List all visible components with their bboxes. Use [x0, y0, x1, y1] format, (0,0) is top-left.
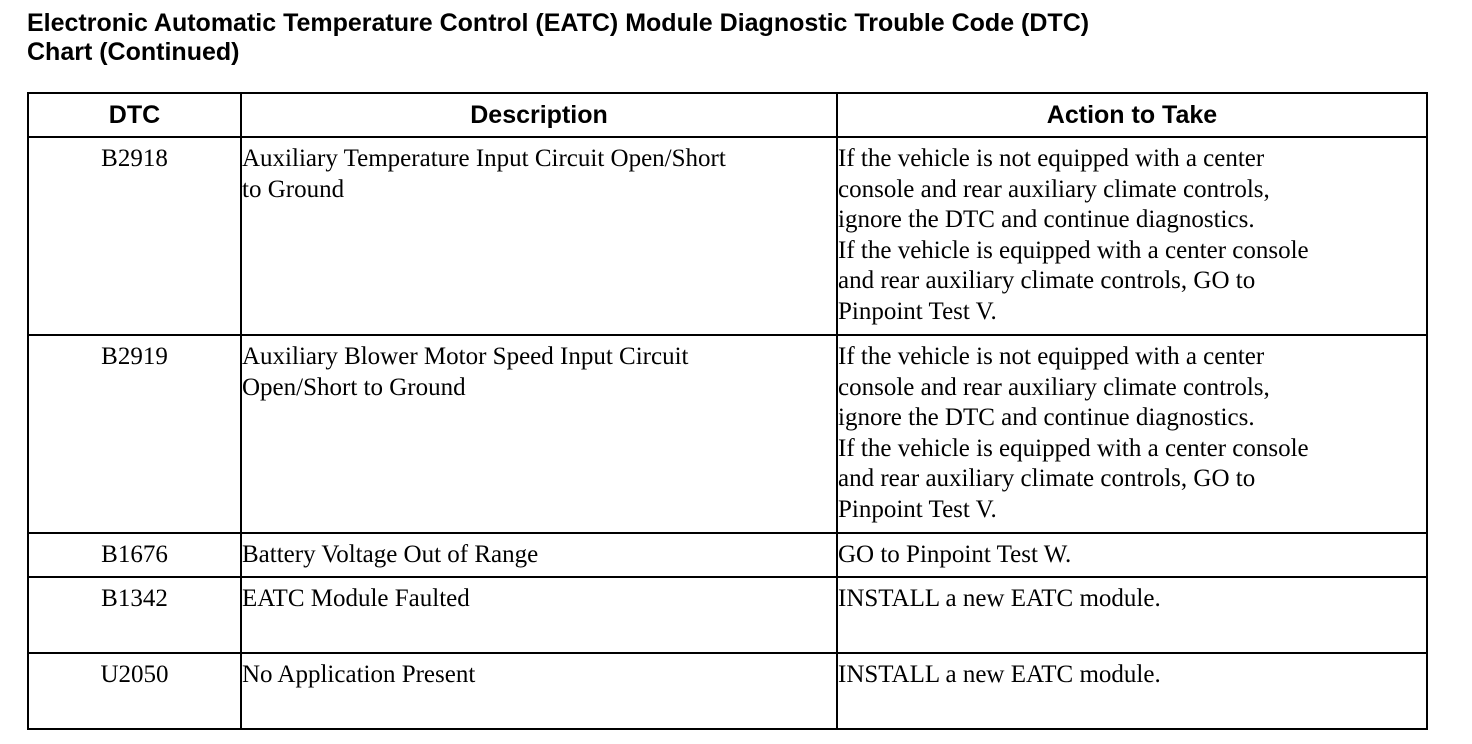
dtc-description — [241, 577, 837, 653]
description-line: No Application Present — [242, 661, 476, 688]
header-action: Action to Take — [837, 93, 1427, 137]
action-line: and rear auxiliary climate controls, GO to — [838, 267, 1256, 294]
header-dtc: DTC — [28, 93, 241, 137]
dtc-code: B1676 — [28, 533, 241, 577]
dtc-action — [837, 653, 1427, 729]
action-line: ignore the DTC and continue diagnostics. — [838, 404, 1255, 431]
action-line: and rear auxiliary climate controls, GO to — [838, 465, 1256, 492]
description-line: Battery Voltage Out of Range — [242, 541, 539, 568]
dtc-code: B2919 — [28, 335, 241, 533]
dtc-action — [837, 335, 1427, 533]
table-row — [28, 335, 1427, 533]
action-line: INSTALL a new EATC module. — [838, 585, 1161, 612]
dtc-code: B2918 — [28, 137, 241, 335]
action-line: If the vehicle is equipped with a center console — [838, 236, 1309, 264]
action-line: ignore the DTC and continue diagnostics. — [838, 206, 1255, 233]
description-line: Auxiliary Blower Motor Speed Input Circuit — [242, 343, 689, 370]
action-line: If the vehicle is equipped with a center console — [838, 434, 1309, 462]
dtc-description — [241, 653, 837, 729]
action-line: Pinpoint Test V. — [838, 495, 997, 523]
title-line-2: Chart (Continued) — [27, 38, 240, 66]
action-line: INSTALL a new EATC module. — [838, 661, 1161, 688]
description-line: Auxiliary Temperature Input Circuit Open/Short — [242, 145, 726, 172]
dtc-description — [241, 137, 837, 335]
table-row — [28, 533, 1427, 577]
action-line: If the vehicle is not equipped with a center — [838, 145, 1265, 172]
header-description: Description — [241, 93, 837, 137]
title-line-1: Electronic Automatic Temperature Control (EATC) Module Diagnostic Trouble Code (DTC) — [27, 9, 1090, 37]
table-row — [28, 137, 1427, 335]
action-line: console and rear auxiliary climate controls, — [838, 175, 1270, 203]
description-line: to Ground — [242, 175, 345, 203]
dtc-action — [837, 137, 1427, 335]
action-line: Pinpoint Test V. — [838, 297, 997, 325]
table-row — [28, 653, 1427, 729]
document-title — [27, 9, 1089, 67]
description-line: EATC Module Faulted — [242, 585, 470, 612]
action-line: GO to Pinpoint Test W. — [838, 541, 1072, 568]
table-header-row — [28, 93, 1427, 137]
dtc-code: U2050 — [28, 653, 241, 729]
action-line: console and rear auxiliary climate controls, — [838, 373, 1270, 401]
dtc-chart-table — [27, 92, 1428, 730]
dtc-action — [837, 577, 1427, 653]
dtc-description — [241, 335, 837, 533]
table-row — [28, 577, 1427, 653]
action-line: If the vehicle is not equipped with a center — [838, 343, 1265, 370]
dtc-description — [241, 533, 837, 577]
dtc-code: B1342 — [28, 577, 241, 653]
dtc-action — [837, 533, 1427, 577]
description-line: Open/Short to Ground — [242, 373, 466, 401]
